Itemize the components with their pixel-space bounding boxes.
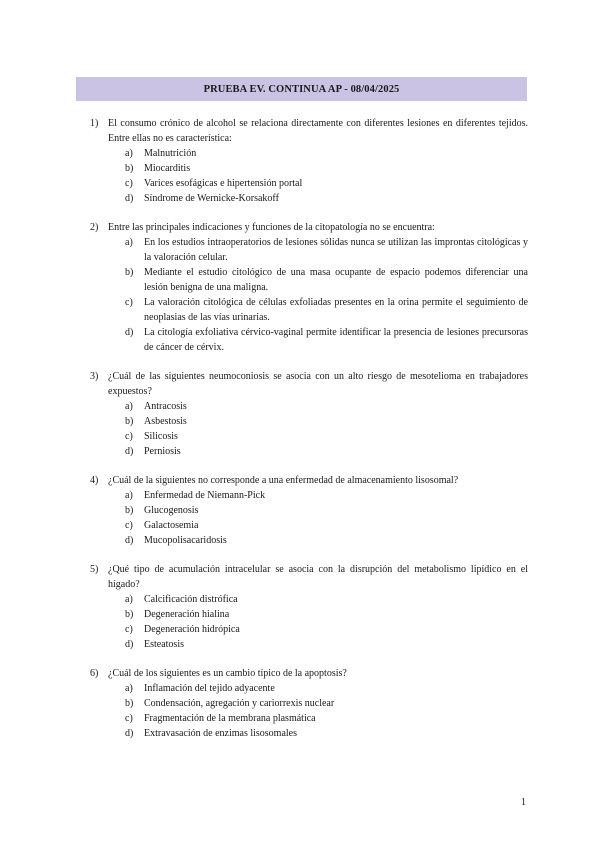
- option-a: [125, 488, 528, 503]
- option-b: [125, 607, 528, 622]
- option-letter: c): [125, 713, 133, 724]
- option-text: Galactosemia: [144, 520, 199, 531]
- option-text: Miocarditis: [144, 163, 191, 174]
- option-letter: b): [125, 698, 134, 709]
- option-c: [125, 622, 528, 637]
- option-text: Asbestosis: [144, 416, 187, 427]
- option-letter: b): [125, 267, 134, 278]
- exam-title-banner: [76, 77, 527, 101]
- option-letter: c): [125, 624, 133, 635]
- option-letter: b): [125, 416, 134, 427]
- option-a: [125, 681, 528, 696]
- question-5: [0, 562, 600, 652]
- question-text: Entre las principales indicaciones y funciones de la citopatología no se encuentra:: [108, 222, 435, 233]
- option-letter: c): [125, 431, 133, 442]
- option-letter: c): [125, 297, 133, 308]
- option-b: [125, 503, 528, 518]
- option-letter: d): [125, 639, 134, 650]
- option-d: [125, 637, 528, 652]
- option-text: Malnutrición: [144, 148, 197, 159]
- option-d: [125, 444, 528, 459]
- option-text: Degeneración hialina: [144, 609, 230, 620]
- option-b: [125, 265, 528, 295]
- option-letter: b): [125, 609, 134, 620]
- option-d: [125, 726, 528, 741]
- option-text: Varices esofágicas e hipertensión portal: [144, 178, 303, 189]
- question-number: 6): [90, 668, 99, 679]
- option-d: [125, 533, 528, 548]
- question-text: ¿Cuál de la siguientes no corresponde a una enfermedad de almacenamiento lisosomal?: [108, 475, 459, 486]
- question-1: [0, 116, 600, 206]
- option-b: [125, 414, 528, 429]
- question-text: ¿Cuál de las siguientes neumoconiosis se asocia con un alto riesgo de mesotelioma en trabajadores expuestos?: [108, 371, 528, 397]
- option-b: [125, 696, 528, 711]
- option-text: Síndrome de Wernicke-Korsakoff: [144, 193, 279, 204]
- option-text: La citología exfoliativa cérvico-vaginal permite identificar la presencia de lesiones precursoras de cáncer de cérvix.: [144, 327, 528, 353]
- option-letter: d): [125, 728, 134, 739]
- exam-title: PRUEBA EV. CONTINUA AP - 08/04/2025: [203, 83, 400, 95]
- option-a: [125, 146, 528, 161]
- option-letter: b): [125, 163, 134, 174]
- page-number: 1: [521, 797, 526, 808]
- option-letter: a): [125, 594, 133, 605]
- option-c: [125, 295, 528, 325]
- option-text: Antracosis: [144, 401, 187, 412]
- option-text: Calcificación distrófica: [144, 594, 238, 605]
- question-number: 2): [90, 222, 99, 233]
- question-text: ¿Qué tipo de acumulación intracelular se asocia con la disrupción del metabolismo lipídico en el hígado?: [108, 564, 528, 590]
- question-number: 5): [90, 564, 99, 575]
- question-list: [0, 116, 600, 755]
- option-text: Enfermedad de Niemann-Pick: [144, 490, 266, 501]
- option-letter: d): [125, 446, 134, 457]
- option-letter: a): [125, 683, 133, 694]
- option-c: [125, 711, 528, 726]
- option-letter: a): [125, 490, 133, 501]
- question-text: El consumo crónico de alcohol se relaciona directamente con diferentes lesiones en diferentes tejidos. Entre ellas no es característica:: [108, 118, 528, 144]
- option-letter: d): [125, 327, 134, 338]
- option-text: Extravasación de enzimas lisosomales: [144, 728, 298, 739]
- question-text: ¿Cuál de los siguientes es un cambio típico de la apoptosis?: [108, 668, 347, 679]
- option-d: [125, 191, 528, 206]
- option-d: [125, 325, 528, 355]
- option-text: Degeneración hidrópica: [144, 624, 240, 635]
- option-c: [125, 518, 528, 533]
- option-letter: c): [125, 520, 133, 531]
- question-number: 1): [90, 118, 99, 129]
- option-text: Glucogenosis: [144, 505, 199, 516]
- option-text: Mucopolisacaridosis: [144, 535, 227, 546]
- option-letter: a): [125, 237, 133, 248]
- option-text: Mediante el estudio citológico de una masa ocupante de espacio podemos diferenciar una lesión benigna de una maligna.: [144, 267, 528, 293]
- option-a: [125, 235, 528, 265]
- option-c: [125, 429, 528, 444]
- question-4: [0, 473, 600, 548]
- option-letter: d): [125, 193, 134, 204]
- option-letter: b): [125, 505, 134, 516]
- option-text: Inflamación del tejido adyacente: [144, 683, 275, 694]
- option-a: [125, 592, 528, 607]
- option-text: Condensación, agregación y cariorrexis nuclear: [144, 698, 335, 709]
- question-2: [0, 220, 600, 355]
- option-text: Silicosis: [144, 431, 178, 442]
- option-a: [125, 399, 528, 414]
- option-text: Esteatosis: [144, 639, 184, 650]
- question-number: 4): [90, 475, 99, 486]
- question-3: [0, 369, 600, 459]
- option-letter: a): [125, 401, 133, 412]
- option-text: La valoración citológica de células exfoliadas presentes en la orina permite el seguimiento de neoplasias de las vías urinarias.: [144, 297, 528, 323]
- question-6: [0, 666, 600, 741]
- question-number: 3): [90, 371, 99, 382]
- option-b: [125, 161, 528, 176]
- option-letter: a): [125, 148, 133, 159]
- option-letter: c): [125, 178, 133, 189]
- option-c: [125, 176, 528, 191]
- option-text: En los estudios intraoperatorios de lesiones sólidas nunca se utilizan las improntas citológicas y la valoración celular.: [144, 237, 528, 263]
- option-text: Perniosis: [144, 446, 181, 457]
- option-text: Fragmentación de la membrana plasmática: [144, 713, 316, 724]
- option-letter: d): [125, 535, 134, 546]
